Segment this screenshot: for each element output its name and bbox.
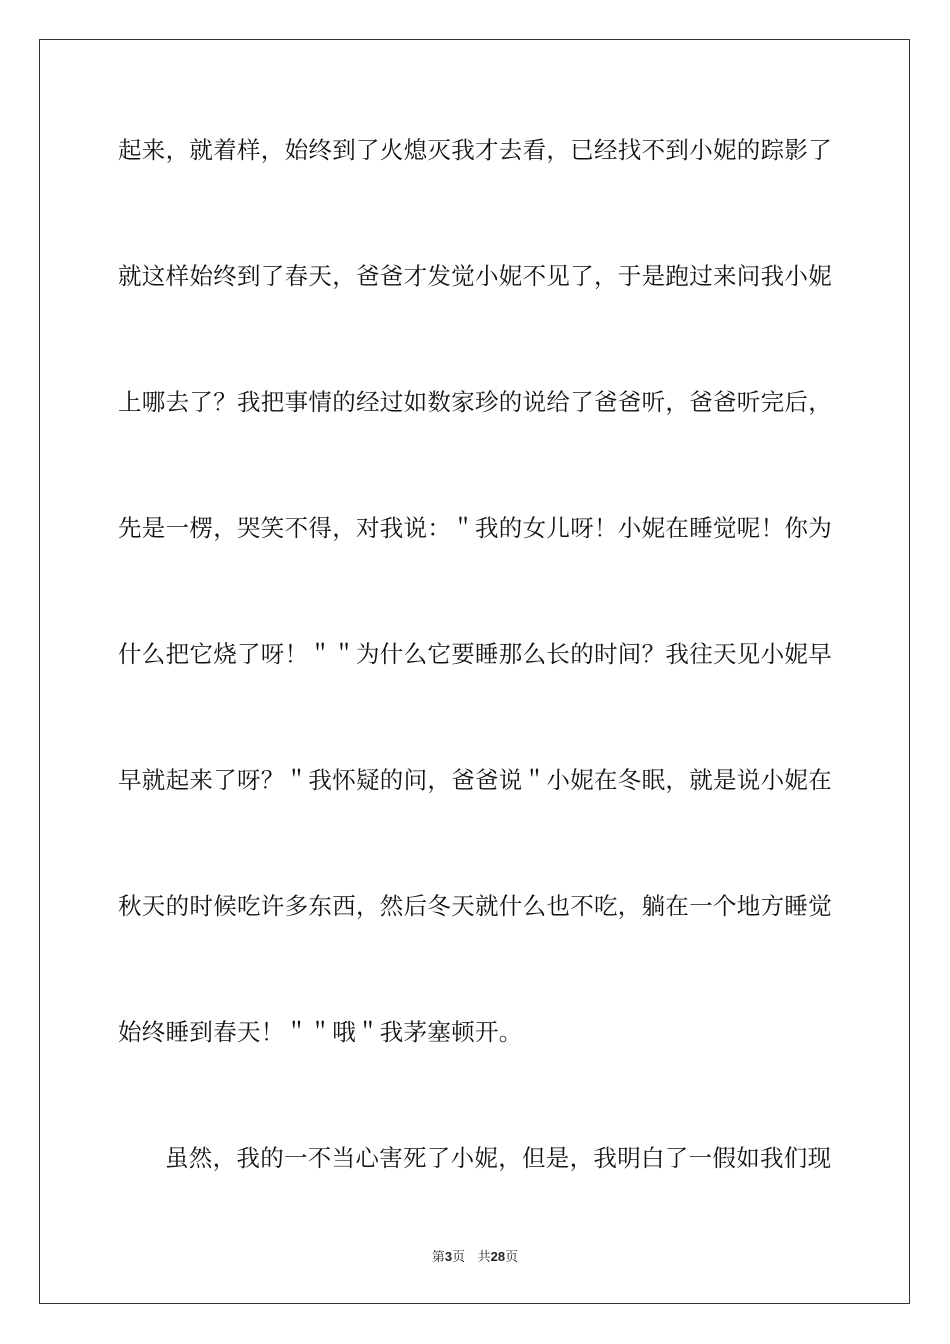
paragraph-first-line: 虽然，我的一不当心害死了小妮，但是，我明白了一假如我们现 (165, 1144, 832, 1172)
text-line: 什么把它烧了呀！＂＂为什么它要睡那么长的时间？我往天见小妮早 (118, 640, 832, 668)
total-pages-number: 28 (490, 1249, 506, 1264)
text-line: 早就起来了呀？＂我怀疑的问，爸爸说＂小妮在冬眠，就是说小妮在 (118, 766, 832, 794)
total-label-prefix: 共 (477, 1250, 491, 1265)
page-footer (0, 1246, 950, 1265)
text-line: 秋天的时候吃许多东西，然后冬天就什么也不吃，躺在一个地方睡觉 (118, 892, 832, 920)
page-label-prefix: 第 (431, 1250, 445, 1265)
page-label-suffix: 页 (452, 1250, 466, 1265)
total-label-suffix: 页 (505, 1250, 519, 1265)
current-page-number: 3 (444, 1249, 453, 1264)
text-line: 就这样始终到了春天，爸爸才发觉小妮不见了，于是跑过来问我小妮 (118, 262, 832, 290)
text-line: 始终睡到春天！＂＂哦＂我茅塞顿开。 (118, 1018, 523, 1046)
document-body (118, 124, 834, 1258)
text-line: 上哪去了？我把事情的经过如数家珍的说给了爸爸听，爸爸听完后， (118, 388, 832, 416)
text-line: 先是一楞，哭笑不得，对我说：＂我的女儿呀！小妮在睡觉呢！你为 (118, 514, 832, 542)
text-line: 起来，就着样，始终到了火熄灭我才去看，已经找不到小妮的踪影了 (118, 136, 832, 164)
